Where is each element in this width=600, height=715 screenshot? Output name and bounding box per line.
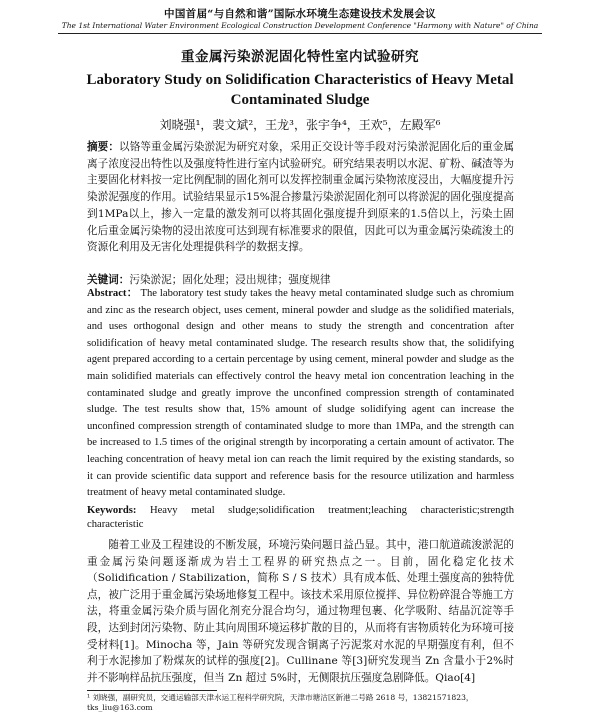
keywords-zh-text: 污染淤泥；固化处理；浸出规律；强度规律 [129,274,331,286]
keywords-en-label: Keywords: [87,505,137,516]
abstract-en-text: The laboratory test study takes the heavy metal contaminated sludge such as chromium and zinc as the research object, uses cement, mineral powder and sludge as the solidified materials, and uses orthogonal design and other means to study the strength and concentration after solidification of heavy metal contaminated sludge. The research results show that, the solidifying agent prepared according to a certain percentage by using cement, mineral powder and sludge as the main solidified materials can effectively control the heavy metal ion concentration leaching in the contaminated sludge and greatly improve the unconfined compression strength of contaminated sludge. The test results show that, 15% amount of sludge solidifying agent can increase the unconfined compression strength of contaminated sludge to more than 1MPa, and the strength can be increased to 1.5 times of the original strength by incorporating a certain amount of activator. The leaching concentration of heavy metal ion can reach the limit required by the existing standards, so it can provide scientific data support and reference basis for the resource utilization and harmless treatment of heavy metal contaminated sludge. [87,288,514,499]
body-paragraph: 随着工业及工程建设的不断发展，环境污染问题日益凸显。其中，港口航道疏浚淤泥的重金属污染问题逐渐成为岩土工程界的研究热点之一。目前，固化稳定化技术（Solidification / Stabilization，简称 S / S 技术）具有成本低、处理土强度高的独特优点，被广泛用于重金属污染场地修复工程中。该技术采用原位搅拌、异位粉碎混合等施工方法，将重金属污染介质与固化剂充分混合均匀，通过物理包裹、化学吸附、结晶沉淀等手段，达到封闭污染物、防止其向周围环境运移扩散的目的，从而将有害物质转化为环境可接受材料[1]。Minocha 等，Jain 等研究发现含铜离子污泥浆对水泥的早期强度有利，但不利于水泥掺加了粉煤灰的试样的强度[2]。Cullinane 等[3]研究发现当 Zn 含量小于2%时并不影响样品抗压强度，但当 Zn 超过 5%时，无侧限抗压强度急剧降低。Qiao[4] [87,539,514,684]
paper-title-en: Laboratory Study on Solidification Characteristics of Heavy Metal Contaminated Sludge [86,72,514,108]
abstract-zh-label: 摘要： [87,141,120,153]
author-list: 刘晓强¹，裴文斌²，王龙³，张宇争⁴，王欢⁵，左殿军⁶ [159,118,441,132]
abstract-zh [87,139,514,256]
keywords-en [87,504,514,531]
keywords-zh [87,273,514,287]
conference-header [60,8,540,31]
abstract-zh-text: 以铬等重金属污染淤泥为研究对象，采用正交设计等手段对污染淤泥固化后的重金属离子浓度浸出特性以及强度特性进行室内试验研究。研究结果表明以水泥、矿粉、碱渣等为主要固化材料按一定比例配制的固化剂可以发挥控制重金属污染物浓度浸出，大幅度提升污染淤泥强度的作用。试验结果显示15%混合掺量污染淤泥固化剂可以将淤泥的固化强度提高到1MPa以上，掺入一定量的激发剂可以将其固化强度提升到原来的1.5倍以上，污染土固化后重金属污染物的浸出浓度可达到现有标准要求的限值，因此可以为重金属污染疏浚土的资源化利用及无害化处理提供科学的数据支撑。 [87,141,514,254]
conference-title-zh: 中国首届“与自然和谐”国际水环境生态建设技术发展会议 [164,8,436,20]
abstract-en-label: Abstract： [87,288,138,299]
abstract-en [87,286,514,502]
footnote-divider [87,690,217,691]
author-footnote: ¹ 刘晓强，副研究员，交通运输部天津水运工程科学研究院，天津市塘沽区新港二号路 2618 号，13821571823，tks_liu@163.com [87,693,474,712]
conference-title-en: The 1st International Water Environment Ecological Construction Development Conference "Harmony with Nature" of China [61,21,539,30]
header-divider [58,33,542,34]
keywords-zh-label: 关键词： [87,274,130,286]
paper-title-zh: 重金属污染淤泥固化特性室内试验研究 [181,49,419,65]
keywords-en-text: Heavy metal sludge;solidification treatment;leaching characteristic;strength characteristic [87,505,515,530]
